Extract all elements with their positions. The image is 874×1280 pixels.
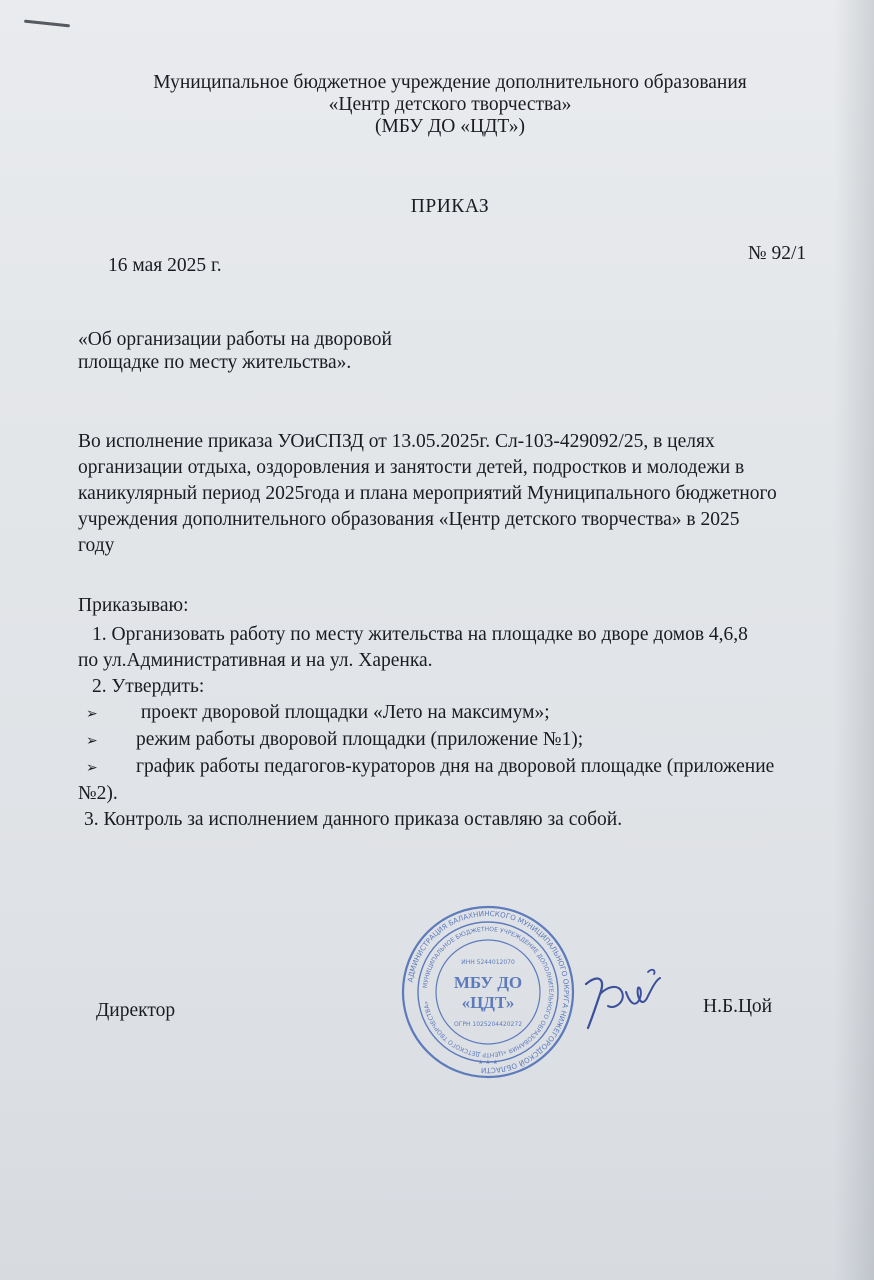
preamble-line-2: организации отдыха, оздоровления и занятости детей, подростков и молодежи в bbox=[78, 457, 745, 478]
header-line-2: «Центр детского творчества» bbox=[328, 94, 572, 115]
signature-stroke bbox=[600, 987, 623, 1007]
signature-stroke bbox=[586, 979, 602, 1028]
preamble-line-3: каникулярный период 2025года и плана мероприятий Муниципального бюджетного bbox=[78, 483, 777, 504]
stamp-stars: ★ ★ ★ bbox=[478, 1059, 498, 1066]
stamp-inn: ИНН 5244012070 bbox=[461, 959, 515, 966]
subject-line-1: «Об организации работы на дворовой bbox=[78, 329, 392, 350]
bullet-arrow-icon: ➢ bbox=[86, 760, 98, 776]
signature-stroke bbox=[648, 970, 655, 974]
preamble-line-5: году bbox=[78, 535, 115, 556]
sub-item-3-line-2: №2). bbox=[78, 783, 118, 804]
item-1-line-1: 1. Организовать работу по месту жительства на площадке во дворе домов 4,6,8 bbox=[92, 624, 748, 645]
order-number: № 92/1 bbox=[748, 243, 807, 264]
header-line-3: (МБУ ДО «ЦДТ») bbox=[374, 116, 526, 137]
order-items bbox=[78, 622, 858, 833]
preamble-line-1: Во исполнение приказа УОиСПЗД от 13.05.2025г. Сл-103-429092/25, в целях bbox=[78, 431, 715, 452]
preamble-line-4: учреждения дополнительного образования «Центр детского творчества» в 2025 bbox=[78, 509, 740, 530]
official-stamp bbox=[400, 904, 576, 1080]
sub-item-1 bbox=[78, 700, 858, 727]
edge-mark bbox=[24, 20, 70, 28]
director-signature bbox=[578, 966, 698, 1036]
item-1-line-2: по ул.Административная и на ул. Харенка. bbox=[78, 650, 433, 671]
stamp-outer-text: АДМИНИСТРАЦИЯ БАЛАХНИНСКОГО МУНИЦИПАЛЬНОГО ОКРУГА НИЖЕГОРОДСКОЙ ОБЛАСТИ bbox=[405, 908, 572, 1076]
sub-item-1-text: проект дворовой площадки «Лето на максимум»; bbox=[136, 702, 550, 723]
subject-line-2: площадке по месту жительства». bbox=[78, 352, 352, 373]
order-label: Приказываю: bbox=[78, 595, 189, 616]
organization-header bbox=[0, 72, 874, 138]
order-subject bbox=[78, 328, 438, 374]
stamp-inner-text: МУНИЦИПАЛЬНОЕ БЮДЖЕТНОЕ УЧРЕЖДЕНИЕ ДОПОЛНИТЕЛЬНОГО ОБРАЗОВАНИЯ «ЦЕНТР ДЕТСКОГО ТВОРЧЕСТВА» bbox=[422, 925, 555, 1059]
stamp-center-line-2: «ЦДТ» bbox=[461, 993, 515, 1012]
director-name: Н.Б.Цой bbox=[703, 996, 773, 1017]
stamp-inner-circle bbox=[436, 940, 540, 1044]
sub-item-3 bbox=[78, 754, 858, 781]
bullet-arrow-icon: ➢ bbox=[86, 706, 98, 722]
stamp-center-line-1: МБУ ДО bbox=[453, 973, 523, 992]
item-2: 2. Утвердить: bbox=[92, 676, 205, 697]
order-title: ПРИКАЗ bbox=[410, 196, 490, 217]
header-line-1: Муниципальное бюджетное учреждение дополнительного образования bbox=[153, 72, 747, 93]
signature-stroke bbox=[626, 978, 660, 1004]
bullet-arrow-icon: ➢ bbox=[86, 733, 98, 749]
sub-item-3-text: график работы педагогов-кураторов дня на дворовой площадке (приложение bbox=[136, 756, 775, 777]
preamble bbox=[78, 429, 848, 559]
sub-item-2 bbox=[78, 727, 858, 754]
director-role: Директор bbox=[96, 1000, 176, 1021]
sub-item-2-text: режим работы дворовой площадки (приложение №1); bbox=[136, 729, 584, 750]
stamp-ogrn: ОГРН 1025204420272 bbox=[453, 1021, 523, 1028]
item-3: 3. Контроль за исполнением данного приказа оставляю за собой. bbox=[84, 809, 623, 830]
stamp-middle-circle bbox=[418, 922, 558, 1062]
order-date: 16 мая 2025 г. bbox=[108, 255, 222, 276]
